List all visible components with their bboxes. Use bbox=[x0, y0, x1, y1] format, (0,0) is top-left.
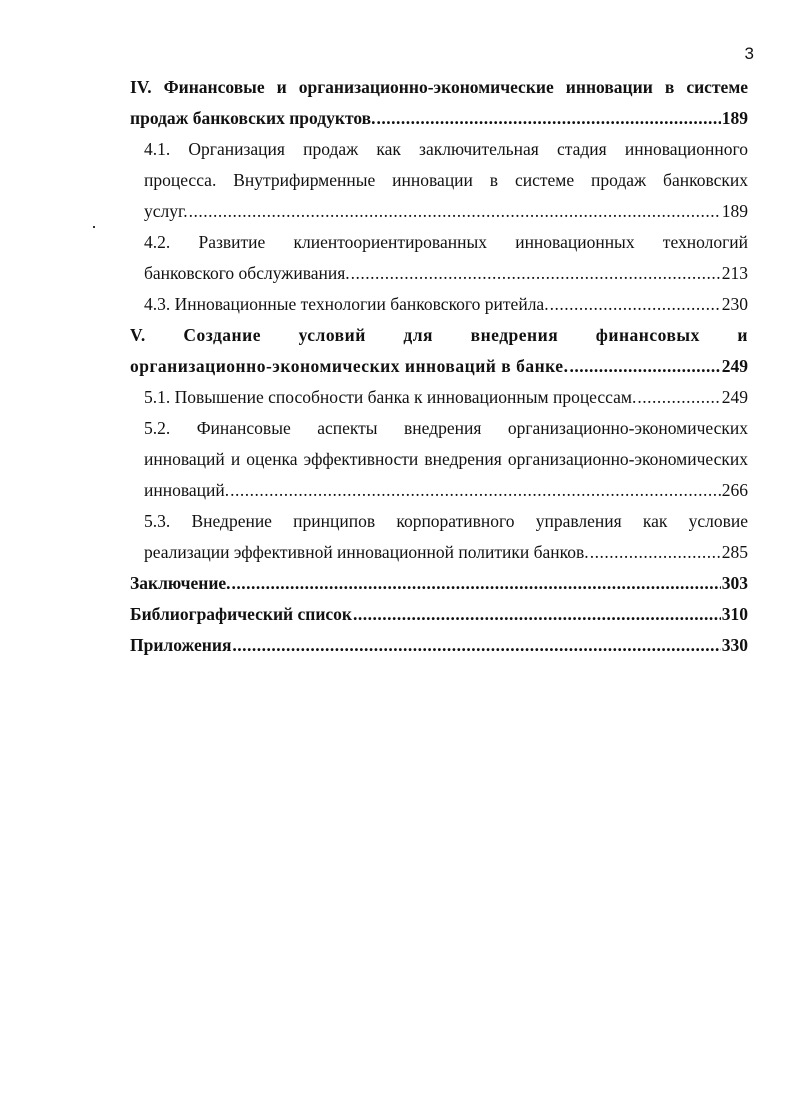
toc-entry-title-line: продаж банковских продуктов. bbox=[130, 108, 376, 128]
toc-entry-section-5-3[interactable] bbox=[130, 506, 748, 568]
toc-entry-section-4-2[interactable] bbox=[130, 227, 748, 289]
dot-leader bbox=[550, 289, 721, 320]
toc-entry-title-line: инноваций. bbox=[144, 480, 230, 500]
dot-leader bbox=[189, 196, 721, 227]
toc-entry-title-line: услуг. bbox=[144, 201, 188, 221]
toc-page-number: 285 bbox=[721, 542, 748, 562]
toc-entry-last-line bbox=[144, 475, 748, 506]
dot-leader bbox=[351, 258, 721, 289]
dot-leader bbox=[353, 599, 721, 630]
toc-page-number: 189 bbox=[721, 201, 748, 221]
toc-entry-last-line bbox=[144, 196, 748, 227]
page-number: 3 bbox=[744, 44, 754, 63]
toc-entry-last-line bbox=[130, 568, 748, 599]
toc-entry-last-line bbox=[144, 289, 748, 320]
toc-page-number: 330 bbox=[721, 635, 748, 655]
toc-entry-last-line bbox=[130, 630, 748, 661]
toc-entry-title-line: 5.3. Внедрение принципов корпоративного управления как условие bbox=[144, 511, 748, 531]
toc-entry-title-line: процесса. Внутрифирменные инновации в системе продаж банковских bbox=[144, 170, 748, 190]
toc-entry-appendices[interactable] bbox=[130, 630, 748, 661]
toc-entry-section-5-1[interactable] bbox=[130, 382, 748, 413]
dot-leader bbox=[569, 351, 720, 382]
dot-leader bbox=[590, 537, 721, 568]
toc-entry-bibliography[interactable] bbox=[130, 599, 748, 630]
scan-speck bbox=[93, 226, 95, 228]
toc-entry-title-line: реализации эффективной инновационной политики банков. bbox=[144, 542, 589, 562]
toc-entry-last-line bbox=[144, 382, 748, 413]
toc-page-number: 266 bbox=[721, 480, 748, 500]
toc-page-number: 310 bbox=[721, 604, 748, 624]
table-of-contents bbox=[130, 72, 748, 661]
toc-entry-title-line: 5.1. Повышение способности банка к инновационным процессам. bbox=[144, 387, 637, 407]
toc-entry-title-line: 4.2. Развитие клиентоориентированных инновационных технологий bbox=[144, 232, 748, 252]
toc-entry-title-line: Заключение. bbox=[130, 573, 231, 593]
toc-page-number: 249 bbox=[721, 387, 748, 407]
toc-page-number: 189 bbox=[721, 108, 748, 128]
toc-entry-chapter-4[interactable] bbox=[130, 72, 748, 134]
toc-entry-title-line: инноваций и оценка эффективности внедрения организационно-экономических bbox=[144, 449, 748, 469]
toc-entry-section-4-3[interactable] bbox=[130, 289, 748, 320]
toc-entry-title-line: организационно-экономических инноваций в банке. bbox=[130, 356, 569, 376]
toc-page-number: 303 bbox=[721, 573, 748, 593]
toc-entry-title-line: 4.1. Организация продаж как заключительная стадия инновационного bbox=[144, 139, 748, 159]
toc-entry-title-line: Библиографический список bbox=[130, 604, 353, 624]
toc-page-number: 230 bbox=[721, 294, 748, 314]
toc-entry-last-line bbox=[130, 103, 748, 134]
toc-entry-last-line bbox=[130, 599, 748, 630]
toc-entry-last-line bbox=[130, 351, 748, 382]
toc-entry-title-line: V. Создание условий для внедрения финансовых и bbox=[130, 325, 748, 345]
dot-leader bbox=[376, 103, 720, 134]
toc-entry-last-line bbox=[144, 537, 748, 568]
dot-leader bbox=[637, 382, 720, 413]
dot-leader bbox=[230, 475, 721, 506]
toc-entry-conclusion[interactable] bbox=[130, 568, 748, 599]
toc-entry-last-line bbox=[144, 258, 748, 289]
dot-leader bbox=[232, 630, 720, 661]
toc-entry-section-5-2[interactable] bbox=[130, 413, 748, 506]
toc-page-number: 249 bbox=[721, 356, 748, 376]
toc-page-number: 213 bbox=[721, 263, 748, 283]
toc-entry-title-line: 4.3. Инновационные технологии банковского ритейла. bbox=[144, 294, 549, 314]
toc-entry-title-line: банковского обслуживания. bbox=[144, 263, 350, 283]
toc-entry-section-4-1[interactable] bbox=[130, 134, 748, 227]
toc-entry-title-line: Приложения bbox=[130, 635, 232, 655]
dot-leader bbox=[232, 568, 721, 599]
toc-entry-chapter-5[interactable] bbox=[130, 320, 748, 382]
toc-entry-title-line: IV. Финансовые и организационно-экономические инновации в системе bbox=[130, 77, 748, 97]
toc-entry-title-line: 5.2. Финансовые аспекты внедрения организационно-экономических bbox=[144, 418, 748, 438]
